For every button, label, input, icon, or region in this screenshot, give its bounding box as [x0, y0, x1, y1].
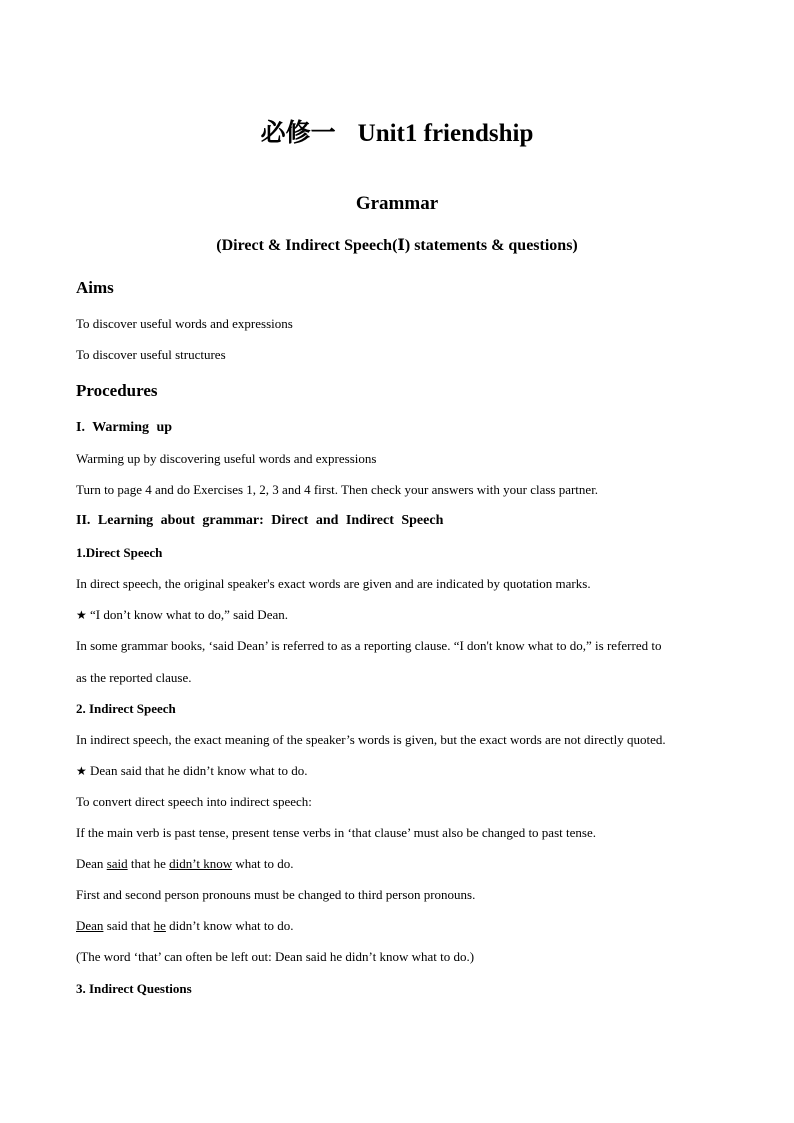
- underlined-word: didn’t know: [169, 856, 233, 871]
- rule-pronouns: First and second person pronouns must be changed to third person pronouns.: [76, 887, 476, 902]
- example-segment: that he: [127, 856, 170, 871]
- aim-item: To discover useful structures: [76, 347, 226, 362]
- direct-speech-note-continued: as the reported clause.: [76, 670, 192, 685]
- example-pronouns: [76, 918, 294, 934]
- warming-up-line: Turn to page 4 and do Exercises 1, 2, 3 and 4 first. Then check your answers with your class partner.: [76, 482, 599, 497]
- subtitle: Grammar: [355, 193, 439, 214]
- direct-speech-definition: In direct speech, the original speaker's exact words are given and are indicated by quotation marks.: [76, 576, 591, 591]
- indirect-questions-heading: 3. Indirect Questions: [76, 981, 192, 996]
- example-segment: said that: [103, 918, 154, 933]
- underlined-word: Dean: [76, 918, 104, 933]
- direct-speech-heading: 1.Direct Speech: [76, 545, 163, 560]
- title-english: Unit1 friendship: [357, 120, 534, 147]
- topic-line: (Direct & Indirect Speech(Ⅰ) statements & questions): [216, 237, 578, 254]
- example-segment: Dean: [76, 856, 107, 871]
- underlined-word: he: [153, 918, 166, 933]
- procedures-heading: Procedures: [76, 381, 158, 400]
- example-text: Dean said that he didn’t know what to do.: [90, 763, 308, 778]
- underlined-word: said: [106, 856, 128, 871]
- title-chinese: 必修一: [260, 118, 336, 147]
- aims-heading: Aims: [76, 278, 114, 297]
- example-text: “I don’t know what to do,” said Dean.: [90, 607, 288, 622]
- page-title: [0, 118, 794, 149]
- learning-heading: II. Learning about grammar: Direct and Indirect Speech: [76, 513, 444, 528]
- example-segment: didn’t know what to do.: [165, 918, 294, 933]
- rule-tense: If the main verb is past tense, present tense verbs in ‘that clause’ must also be changed to past tense.: [76, 825, 596, 840]
- convert-intro: To convert direct speech into indirect speech:: [76, 794, 312, 809]
- example-tense: [76, 856, 294, 872]
- aim-item: To discover useful words and expressions: [76, 316, 293, 331]
- indirect-speech-definition: In indirect speech, the exact meaning of the speaker’s words is given, but the exact words are not directly quoted.: [76, 732, 666, 747]
- that-note: (The word ‘that’ can often be left out: Dean said he didn’t know what to do.): [76, 949, 475, 964]
- direct-speech-example: [76, 607, 288, 623]
- indirect-speech-heading: 2. Indirect Speech: [76, 701, 176, 716]
- star-icon: ★: [76, 764, 87, 778]
- direct-speech-note: In some grammar books, ‘said Dean’ is referred to as a reporting clause. “I don't know what to do,” is referred to: [76, 638, 662, 653]
- warming-up-heading: I. Warming up: [76, 420, 173, 435]
- star-icon: ★: [76, 608, 87, 622]
- example-segment: what to do.: [232, 856, 294, 871]
- indirect-speech-example: [76, 763, 308, 779]
- warming-up-line: Warming up by discovering useful words and expressions: [76, 451, 377, 466]
